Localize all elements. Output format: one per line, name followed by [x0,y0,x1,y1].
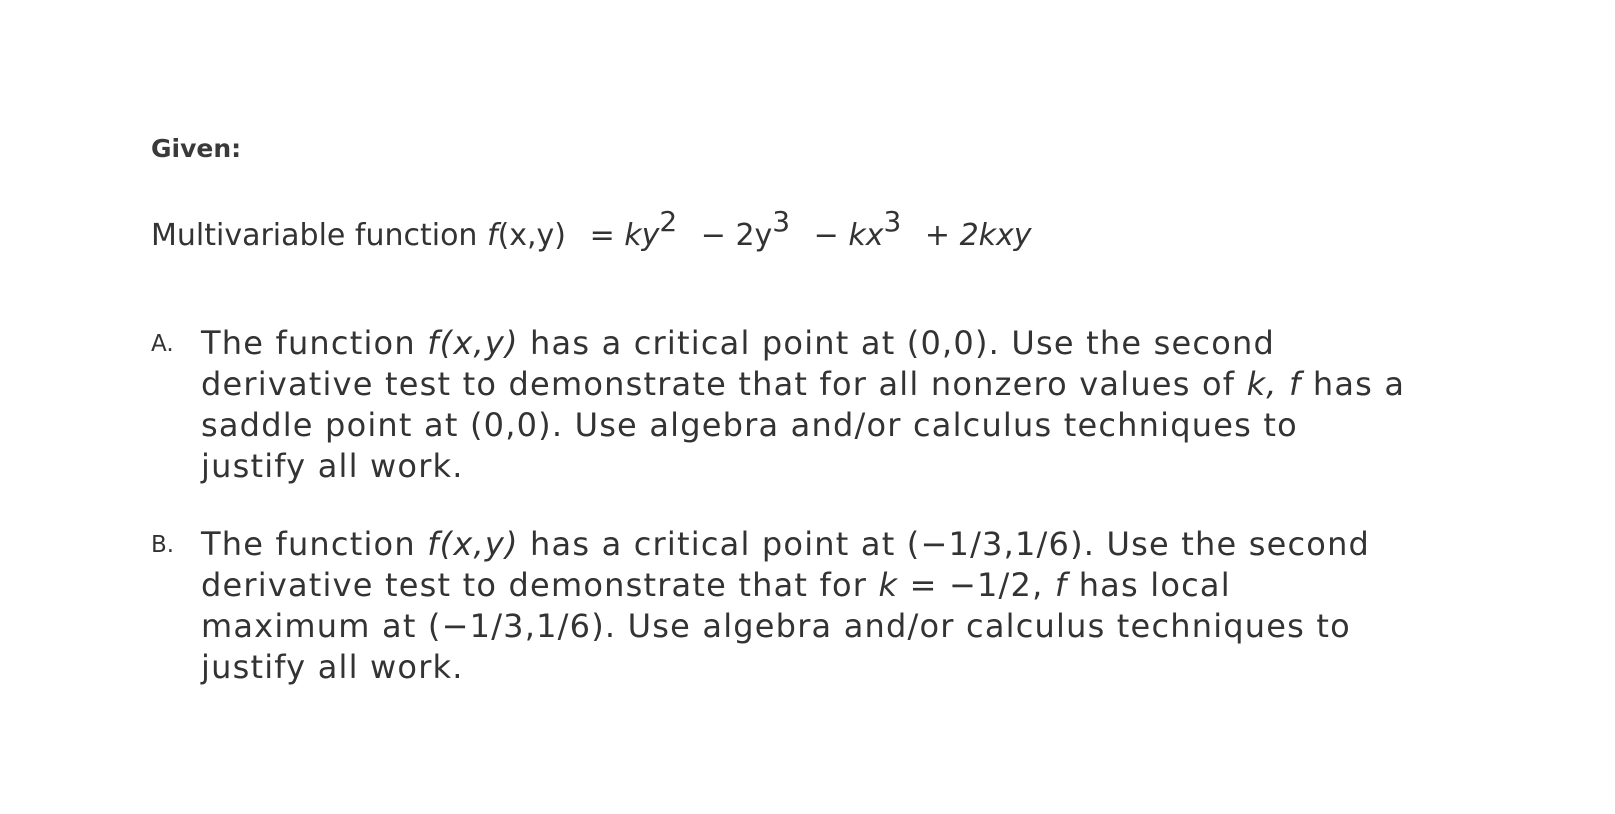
term2-exponent: 3 [772,205,791,238]
term1-base: ky [624,218,660,253]
operator-1: − [700,218,726,253]
given-heading: Given: [151,134,242,163]
term4: 2kxy [959,218,1032,253]
item-body [201,524,1370,688]
item-line: derivative test to demonstrate that for all nonzero values of k, f has a [201,365,1406,403]
term1-exponent: 2 [659,205,678,238]
item-line: justify all work. [201,447,464,485]
term3-exponent: 3 [883,205,902,238]
item-line: The function f(x,y) has a critical point at (−1/3,1/6). Use the second [201,525,1371,563]
term3-base: kx [848,218,884,253]
function-label: Multivariable function [151,218,478,253]
equals-sign: = [589,218,615,253]
item-letter: B. [151,532,175,558]
function-definition [151,205,1032,253]
item-body [201,323,1405,487]
term2-base: 2y [735,218,773,253]
item-line: The function f(x,y) has a critical point at (0,0). Use the second [201,324,1275,362]
item-letter: A. [151,331,174,357]
item-line: derivative test to demonstrate that for k = −1/2, f has local [201,566,1231,604]
item-line: maximum at (−1/3,1/6). Use algebra and/or calculus techniques to [201,607,1351,645]
item-line: saddle point at (0,0). Use algebra and/or calculus techniques to [201,406,1298,444]
function-name: f [487,218,498,253]
item-line: justify all work. [201,648,464,686]
function-args: (x,y) [497,218,567,253]
operator-3: + [924,218,951,253]
operator-2: − [813,218,839,253]
